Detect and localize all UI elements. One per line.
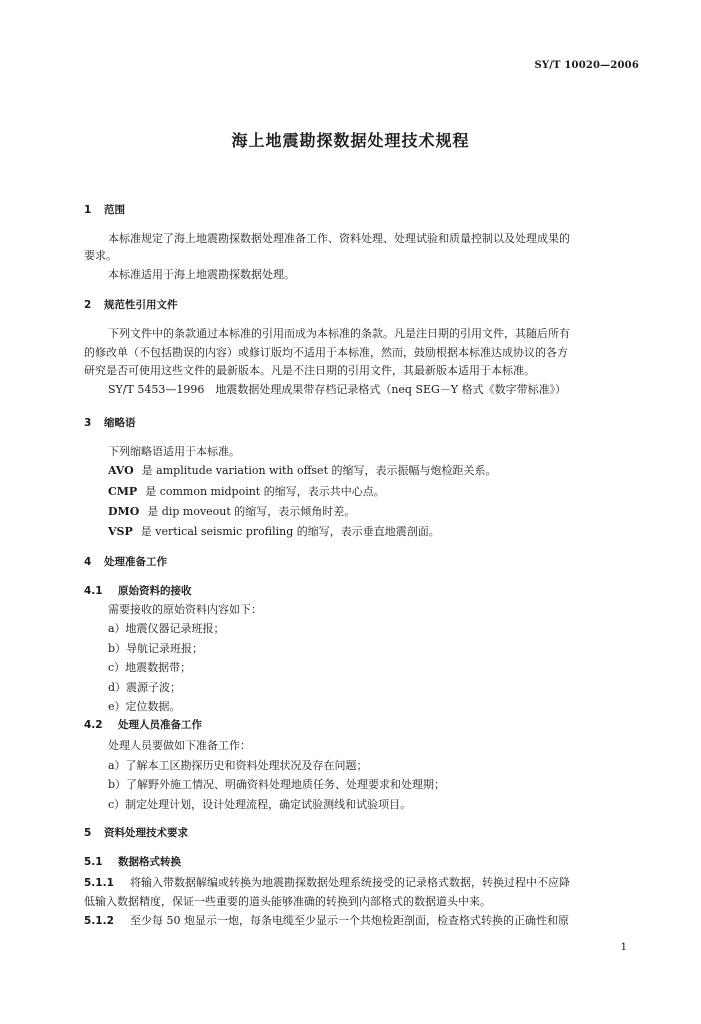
list-item: b）导航记录班报； [108,642,204,655]
paragraph-line: 低输入数据精度，保证一些重要的道头能够准确的转换到内部格式的数据道头中来。 [84,895,491,908]
list-item: c）制定处理计划，设计处理流程，确定试验测线和试验项目。 [108,798,412,811]
paragraph-line: 本标准规定了海上地震勘探数据处理准备工作、资料处理、处理试验和质量控制以及处理成果的 [108,232,570,245]
section-number: 3 [84,417,92,429]
section-number: 4.2 [84,719,103,731]
term-abbreviation: AVO [108,464,134,477]
section-3-heading [84,416,638,431]
paragraph-line: 下列缩略语适用于本标准。 [108,445,240,458]
term-entry [108,524,638,539]
section-1-heading [84,203,638,218]
paragraph-line: 处理人员要做如下准备工作： [108,739,251,752]
section-number: 5 [84,827,92,839]
document-title: 海上地震勘探数据处理技术规程 [231,131,470,150]
list-item: b）了解野外施工情况、明确资料处理地质任务、处理要求和处理期； [108,778,446,791]
term-abbreviation: VSP [108,525,133,538]
section-title: 规范性引用文件 [104,299,178,311]
section-title: 处理人员准备工作 [118,719,202,731]
term-definition: 是 common midpoint 的缩写，表示共中心点。 [145,485,385,498]
list-item: d）震源子波； [108,681,182,694]
section-title: 处理准备工作 [104,556,167,568]
page-number: 1 [620,942,627,953]
paragraph-line: 要求。 [84,249,117,262]
section-5-heading [84,826,638,841]
list-item: a）了解本工区勘探历史和资料处理状况及存在问题； [108,759,368,772]
paragraph-line: 本标准适用于海上地震勘探数据处理。 [108,268,295,281]
term-definition: 是 vertical seismic profiling 的缩写，表示垂直地震剖面。 [140,525,440,538]
term-abbreviation: DMO [108,505,140,518]
subsection-4-1-heading [84,584,638,599]
section-4-heading [84,555,638,570]
term-definition: 是 dip moveout 的缩写，表示倾角时差。 [147,505,356,518]
term-abbreviation: CMP [108,485,138,498]
section-title: 资料处理技术要求 [104,827,188,839]
subsection-5-1-heading [84,855,638,870]
section-title: 原始资料的接收 [118,585,192,597]
section-number: 5.1 [84,856,103,868]
clause-text: 至少每 50 炮显示一炮，每条电缆至少显示一个共炮检距剖面，检查格式转换的正确性和原 [130,914,569,927]
clause-text: 将输入带数据解编或转换为地震勘探数据处理系统接受的记录格式数据，转换过程中不应降 [130,876,570,889]
clause-number: 5.1.1 [84,877,114,889]
paragraph-line: 下列文件中的条款通过本标准的引用而成为本标准的条款。凡是注日期的引用文件，其随后所有 [108,327,570,340]
list-item: c）地震数据带； [108,661,192,674]
clause-5-1-2 [84,913,638,929]
clause-5-1-1 [84,875,638,891]
standard-code: SY/T 10020—2006 [534,60,639,71]
clause-number: 5.1.2 [84,915,114,927]
subsection-4-2-heading [84,718,638,733]
term-entry [108,484,638,499]
section-2-heading [84,298,638,313]
term-entry [108,504,638,519]
list-item: e）定位数据。 [108,700,181,713]
paragraph-line: 的修改单（不包括勘误的内容）或修订版均不适用于本标准，然而，鼓励根据本标准达成协议的各方 [84,346,568,359]
section-number: 2 [84,299,92,311]
section-number: 4.1 [84,585,103,597]
term-definition: 是 amplitude variation with offset 的缩写，表示振幅与炮检距关系。 [141,464,497,477]
normative-reference: SY/T 5453—1996 地震数据处理成果带存档记录格式（neq SEG－Y 格式《数字带标准》） [108,383,567,396]
section-title: 缩略语 [104,417,136,429]
paragraph-line: 需要接收的原始资料内容如下： [108,603,262,616]
term-entry [108,463,638,478]
section-title: 范围 [104,204,125,216]
paragraph-line: 研究是否可使用这些文件的最新版本。凡是不注日期的引用文件，其最新版本适用于本标准。 [84,364,535,377]
section-number: 4 [84,556,92,568]
list-item: a）地震仪器记录班报； [108,622,225,635]
section-number: 1 [84,204,92,216]
section-title: 数据格式转换 [118,856,181,868]
